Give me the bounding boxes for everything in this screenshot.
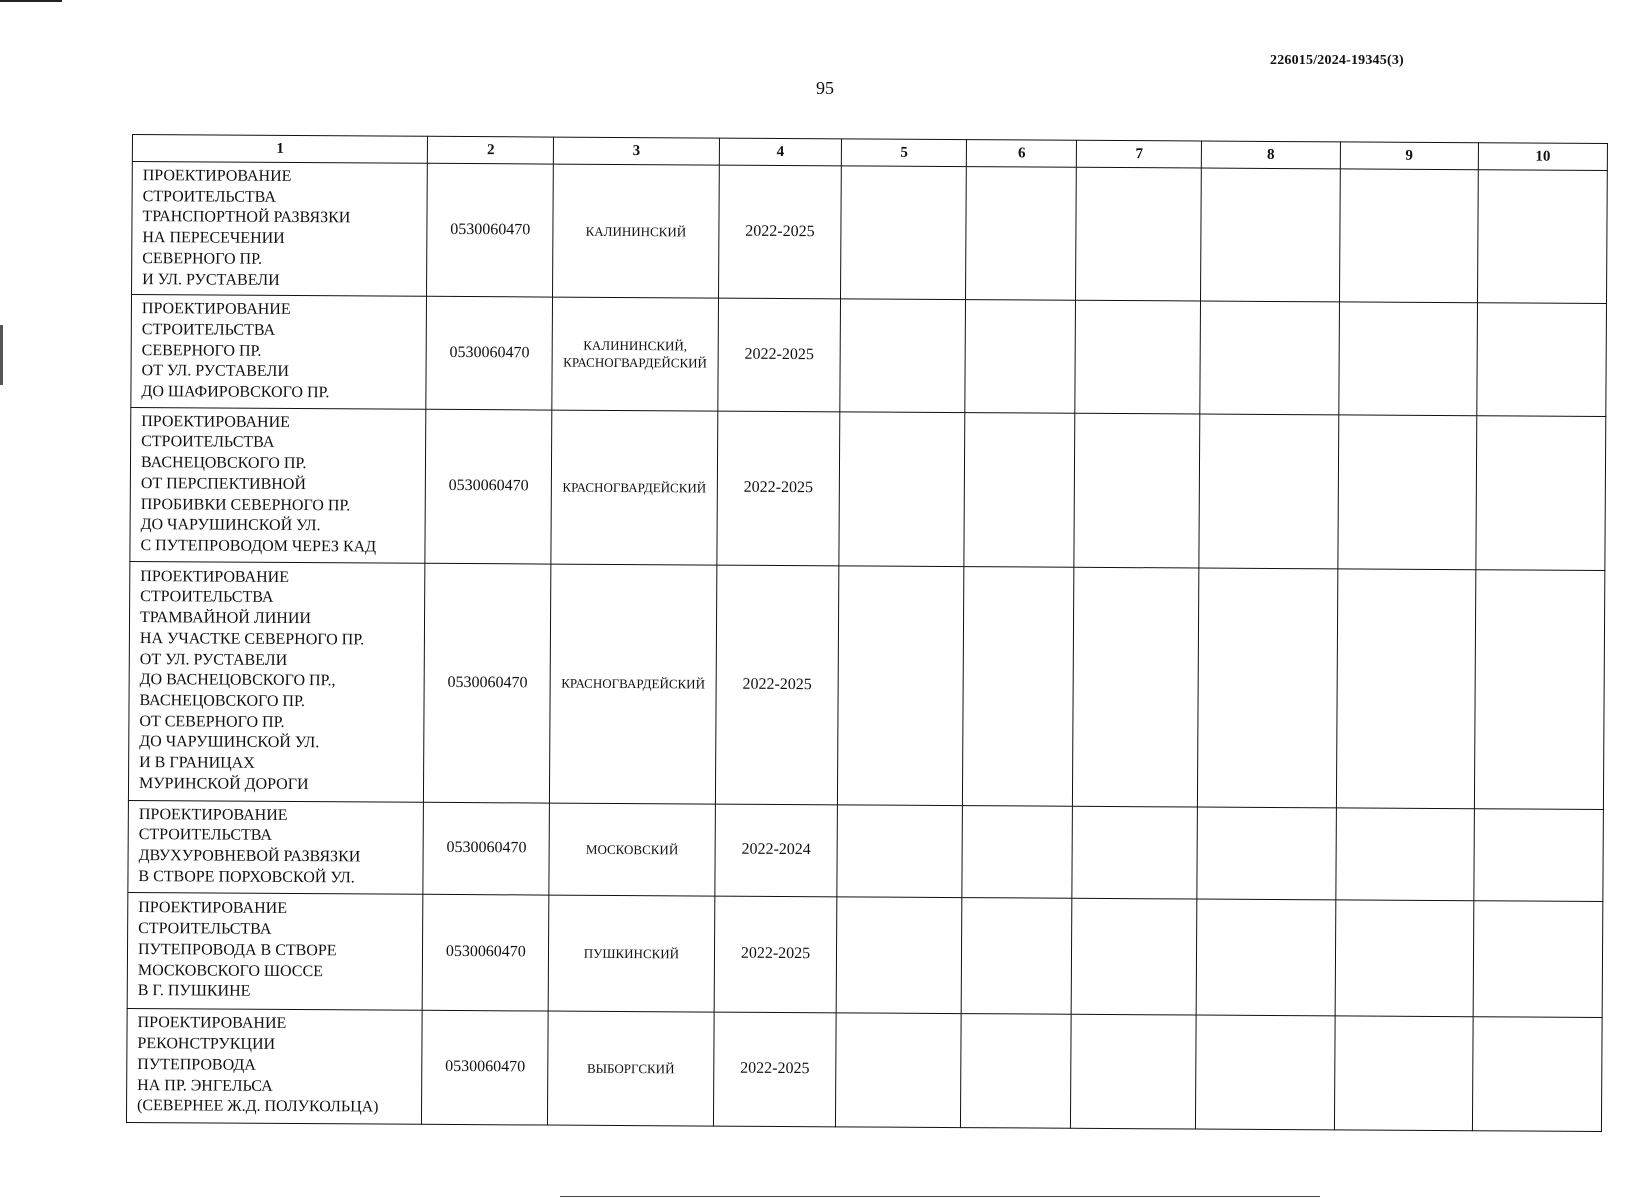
empty-cell [966,167,1077,301]
document-number: 226015/2024-19345(3) [1270,53,1404,68]
empty-cell [961,1013,1072,1128]
column-header-6: 6 [967,140,1077,168]
column-header-5: 5 [842,139,967,167]
column-header-7: 7 [1077,140,1202,168]
period-cell: 2022-2025 [718,165,842,299]
empty-cell [1200,301,1339,414]
table-row [132,162,1608,304]
empty-cell [1336,569,1476,809]
period-cell: 2022-2025 [717,298,840,411]
empty-cell [963,566,1075,806]
project-name-cell: ПРОЕКТИРОВАНИЕ СТРОИТЕЛЬСТВА ТРАМВАЙНОЙ ЛИНИИ НА УЧАСТКЕ СЕВЕРНОГО ПР. ОТ УЛ. РУСТАВЕЛИ ДО ВАСНЕЦОВСКОГО ПР., ВАСНЕЦОВСКОГО ПР. ОТ СЕВЕРНОГО ПР. ДО ЧАРУШИНСКОЙ УЛ. И В ГРАНИЦАХ МУРИНСКОЙ ДОРОГИ [128,561,425,802]
table-row [126,1008,1602,1131]
district-cell: ПУШКИНСКИЙ [548,895,714,1012]
empty-cell [1075,300,1200,413]
code-cell: 0530060470 [425,409,552,564]
program-table [126,134,1608,1132]
scan-edge-mark-top [0,0,62,2]
empty-cell [1198,568,1338,808]
code-cell: 0530060470 [427,163,554,297]
empty-cell [1197,807,1336,900]
code-cell: 0530060470 [426,297,553,410]
scan-edge-mark-bottom [560,1196,1320,1197]
table-row [128,561,1604,809]
empty-cell [964,412,1075,567]
table-row [131,295,1607,417]
empty-cell [1473,900,1603,1017]
period-cell: 2022-2025 [713,1012,836,1127]
district-cell: КАЛИНИНСКИЙ, КРАСНОГВАРДЕЙСКИЙ [552,297,718,411]
empty-cell [1474,569,1605,809]
column-header-8: 8 [1202,141,1341,169]
district-cell: КРАСНОГВАРДЕЙСКИЙ [551,410,717,565]
project-name-cell: ПРОЕКТИРОВАНИЕ РЕКОНСТРУКЦИИ ПУТЕПРОВОДА НА ПР. ЭНГЕЛЬСА (СЕВЕРНЕЕ Ж.Д. ПОЛУКОЛЬЦА) [126,1008,422,1124]
empty-cell [965,300,1076,413]
scan-edge-mark-left [0,325,3,385]
empty-cell [1472,1016,1602,1131]
empty-cell [1199,414,1338,569]
column-header-2: 2 [428,136,554,164]
district-cell: КАЛИНИНСКИЙ [553,164,719,298]
empty-cell [1196,899,1335,1016]
empty-cell [1072,806,1197,899]
project-name-cell: ПРОЕКТИРОВАНИЕ СТРОИТЕЛЬСТВА ДВУХУРОВНЕВОЙ РАЗВЯЗКИ В СТВОРЕ ПОРХОВСКОЙ УЛ. [128,800,424,894]
code-cell: 0530060470 [422,1010,549,1125]
table-row [128,800,1604,901]
page-number: 95 [816,78,834,98]
column-header-1: 1 [132,135,428,164]
empty-cell [837,896,963,1013]
empty-cell [840,299,965,412]
empty-cell [1071,1014,1197,1129]
empty-cell [1196,1015,1335,1130]
empty-cell [1477,303,1607,416]
empty-cell [1477,170,1607,304]
empty-cell [962,805,1073,898]
project-name-cell: ПРОЕКТИРОВАНИЕ СТРОИТЕЛЬСТВА ПУТЕПРОВОДА В СТВОРЕ МОСКОВСКОГО ШОССЕ В Г. ПУШКИНЕ [127,892,423,1010]
project-name-cell: ПРОЕКТИРОВАНИЕ СТРОИТЕЛЬСТВА ТРАНСПОРТНОЙ РАЗВЯЗКИ НА ПЕРЕСЕЧЕНИИ СЕВЕРНОГО ПР. И УЛ. РУСТАВЕЛИ [132,162,428,297]
empty-cell [1337,415,1476,570]
district-cell: КРАСНОГВАРДЕЙСКИЙ [550,564,717,804]
code-cell: 0530060470 [424,563,551,803]
column-header-4: 4 [719,138,842,166]
project-name-cell: ПРОЕКТИРОВАНИЕ СТРОИТЕЛЬСТВА СЕВЕРНОГО ПР. ОТ УЛ. РУСТАВЕЛИ ДО ШАФИРОВСКОГО ПР. [131,295,427,409]
empty-cell [839,412,965,567]
empty-cell [1076,167,1202,301]
empty-cell [841,166,967,300]
empty-cell [1335,808,1474,901]
district-cell: МОСКОВСКИЙ [549,803,715,896]
period-cell: 2022-2025 [715,565,839,805]
column-header-3: 3 [554,137,720,165]
empty-cell [961,897,1072,1014]
empty-cell [1074,413,1200,568]
period-cell: 2022-2025 [717,411,841,566]
empty-cell [1335,900,1474,1017]
table-row [130,407,1606,570]
code-cell: 0530060470 [423,802,549,895]
empty-cell [1476,415,1606,570]
period-cell: 2022-2025 [714,896,837,1013]
district-cell: ВЫБОРГСКИЙ [548,1011,714,1126]
empty-cell [1474,808,1604,901]
empty-cell [836,1012,962,1127]
code-cell: 0530060470 [423,894,550,1011]
column-header-9: 9 [1340,142,1479,170]
empty-cell [1338,302,1477,415]
table-row [127,892,1603,1017]
empty-cell [1073,567,1199,807]
empty-cell [1334,1016,1473,1131]
project-name-cell: ПРОЕКТИРОВАНИЕ СТРОИТЕЛЬСТВА ВАСНЕЦОВСКОГО ПР. ОТ ПЕРСПЕКТИВНОЙ ПРОБИВКИ СЕВЕРНОГО ПР. ДО ЧАРУШИНСКОЙ УЛ. С ПУТЕПРОВОДОМ ЧЕРЕЗ КАД [130,407,426,563]
empty-cell [1072,898,1198,1015]
empty-cell [837,804,962,897]
period-cell: 2022-2024 [715,804,838,897]
empty-cell [838,565,964,805]
column-header-10: 10 [1478,143,1607,171]
empty-cell [1201,168,1340,302]
empty-cell [1339,169,1478,303]
